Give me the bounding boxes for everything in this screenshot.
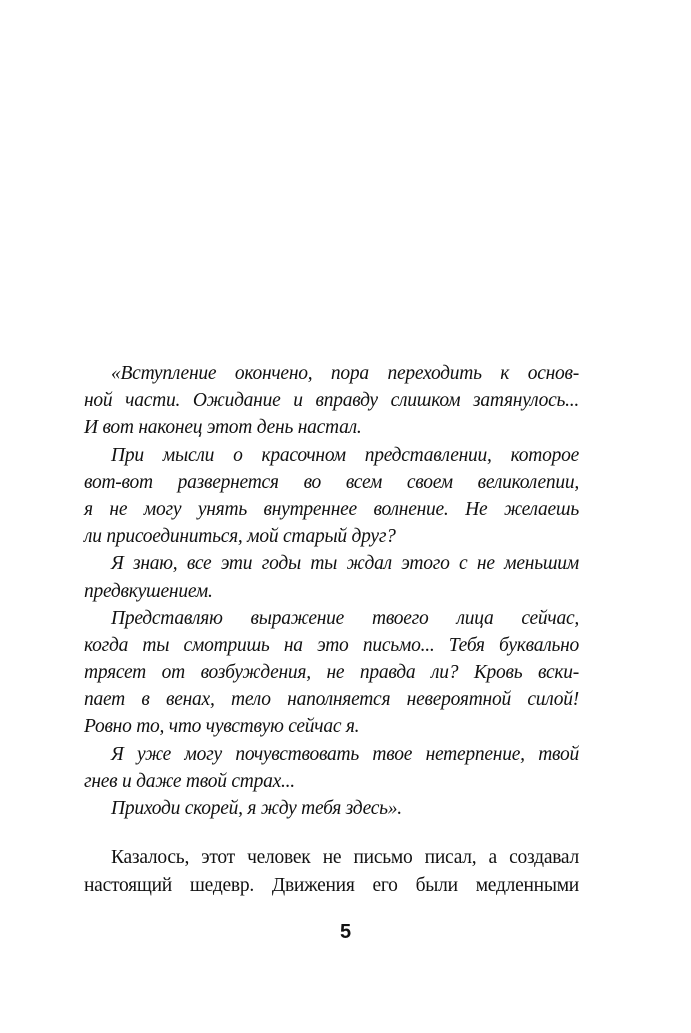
- letter-line: «Вступление окончено, пора переходить к основ-: [111, 363, 579, 384]
- letter-line: трясет от возбуждения, не правда ли? Кровь вски-: [84, 662, 579, 684]
- letter-line: вот-вот развернется во всем своем великолепии,: [84, 471, 579, 493]
- letter-line: Я знаю, все эти годы ты ждал этого с не меньшим: [111, 553, 579, 575]
- letter-line: предвкушением.: [84, 580, 213, 602]
- letter-line: И вот наконец этот день настал.: [84, 417, 362, 439]
- letter-line: ли присоединиться, мой старый друг?: [84, 526, 396, 548]
- letter-line: Я уже могу почувствовать твое нетерпение, твой: [111, 743, 579, 765]
- letter-line: Представляю выражение твоего лица сейчас,: [111, 607, 579, 629]
- letter-line: когда ты смотришь на это письмо... Тебя буквально: [84, 634, 579, 656]
- letter-line: пает в венах, тело наполняется невероятной силой!: [84, 689, 579, 711]
- letter-line: ной части. Ожидание и вправду слишком затянулось...: [84, 390, 579, 412]
- letter-line: Приходи скорей, я жду тебя здесь».: [111, 798, 402, 819]
- narrative-text: [84, 844, 579, 899]
- narrative-line: Казалось, этот человек не письмо писал, а создавал: [111, 847, 579, 868]
- narrative-line: настоящий шедевр. Движения его были медленными: [84, 874, 579, 896]
- page-number: 5: [339, 921, 352, 943]
- letter-line: При мысли о красочном представлении, которое: [111, 444, 579, 466]
- letter-text: [84, 360, 579, 822]
- letter-line: Ровно то, что чувствую сейчас я.: [84, 716, 360, 738]
- letter-line: я не могу унять внутреннее волнение. Не желаешь: [84, 498, 579, 520]
- letter-line: гнев и даже твой страх...: [84, 770, 295, 792]
